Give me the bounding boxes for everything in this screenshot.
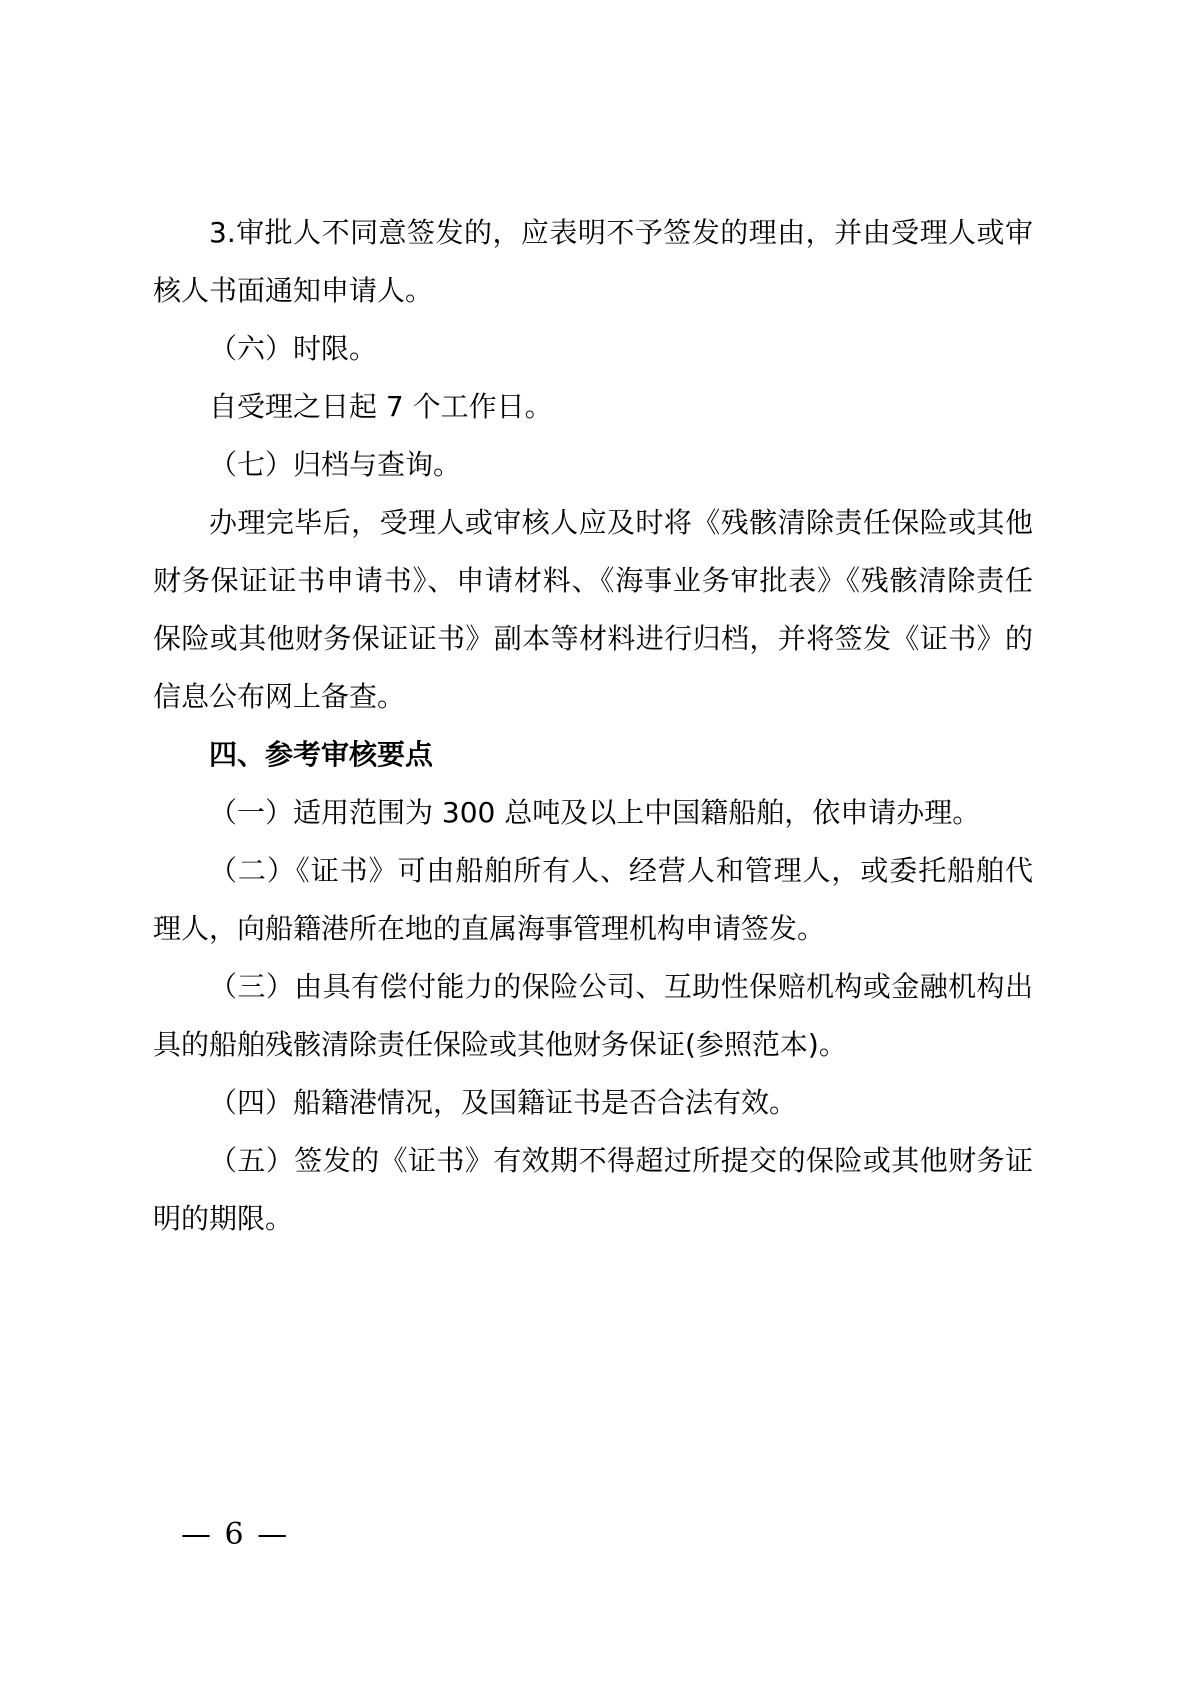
paragraph-2: （六）时限。 (209, 332, 378, 365)
paragraph-7: （一）适用范围为 300 总吨及以上中国籍船舶，依申请办理。 (209, 796, 981, 829)
paragraph-3: 自受理之日起 7 个工作日。 (209, 390, 553, 423)
paragraph-1: 3.审批人不同意签发的，应表明不予签发的理由，并由受理人或审核人书面通知申请人。 (153, 216, 1033, 307)
paragraph-4: （七）归档与查询。 (209, 448, 462, 481)
document-body (153, 204, 1033, 1248)
paragraph-5: 办理完毕后，受理人或审核人应及时将《残骸清除责任保险或其他财务保证证书申请书》、申请材料、《海事业务审批表》《残骸清除责任保险或其他财务保证证书》副本等材料进行归档，并将签发《证书》的信息公布网上备查。 (153, 506, 1033, 713)
paragraph-8: （二）《证书》可由船舶所有人、经营人和管理人，或委托船舶代理人，向船籍港所在地的直属海事管理机构申请签发。 (153, 854, 1033, 945)
section-heading: 四、参考审核要点 (209, 738, 434, 771)
paragraph-10: （四）船籍港情况，及国籍证书是否合法有效。 (209, 1086, 798, 1119)
paragraph-11: （五）签发的《证书》有效期不得超过所提交的保险或其他财务证明的期限。 (153, 1144, 1033, 1235)
paragraph-9: （三）由具有偿付能力的保险公司、互助性保赔机构或金融机构出具的船舶残骸清除责任保险或其他财务保证(参照范本)。 (153, 970, 1033, 1061)
page-number: — 6 — (181, 1517, 290, 1552)
